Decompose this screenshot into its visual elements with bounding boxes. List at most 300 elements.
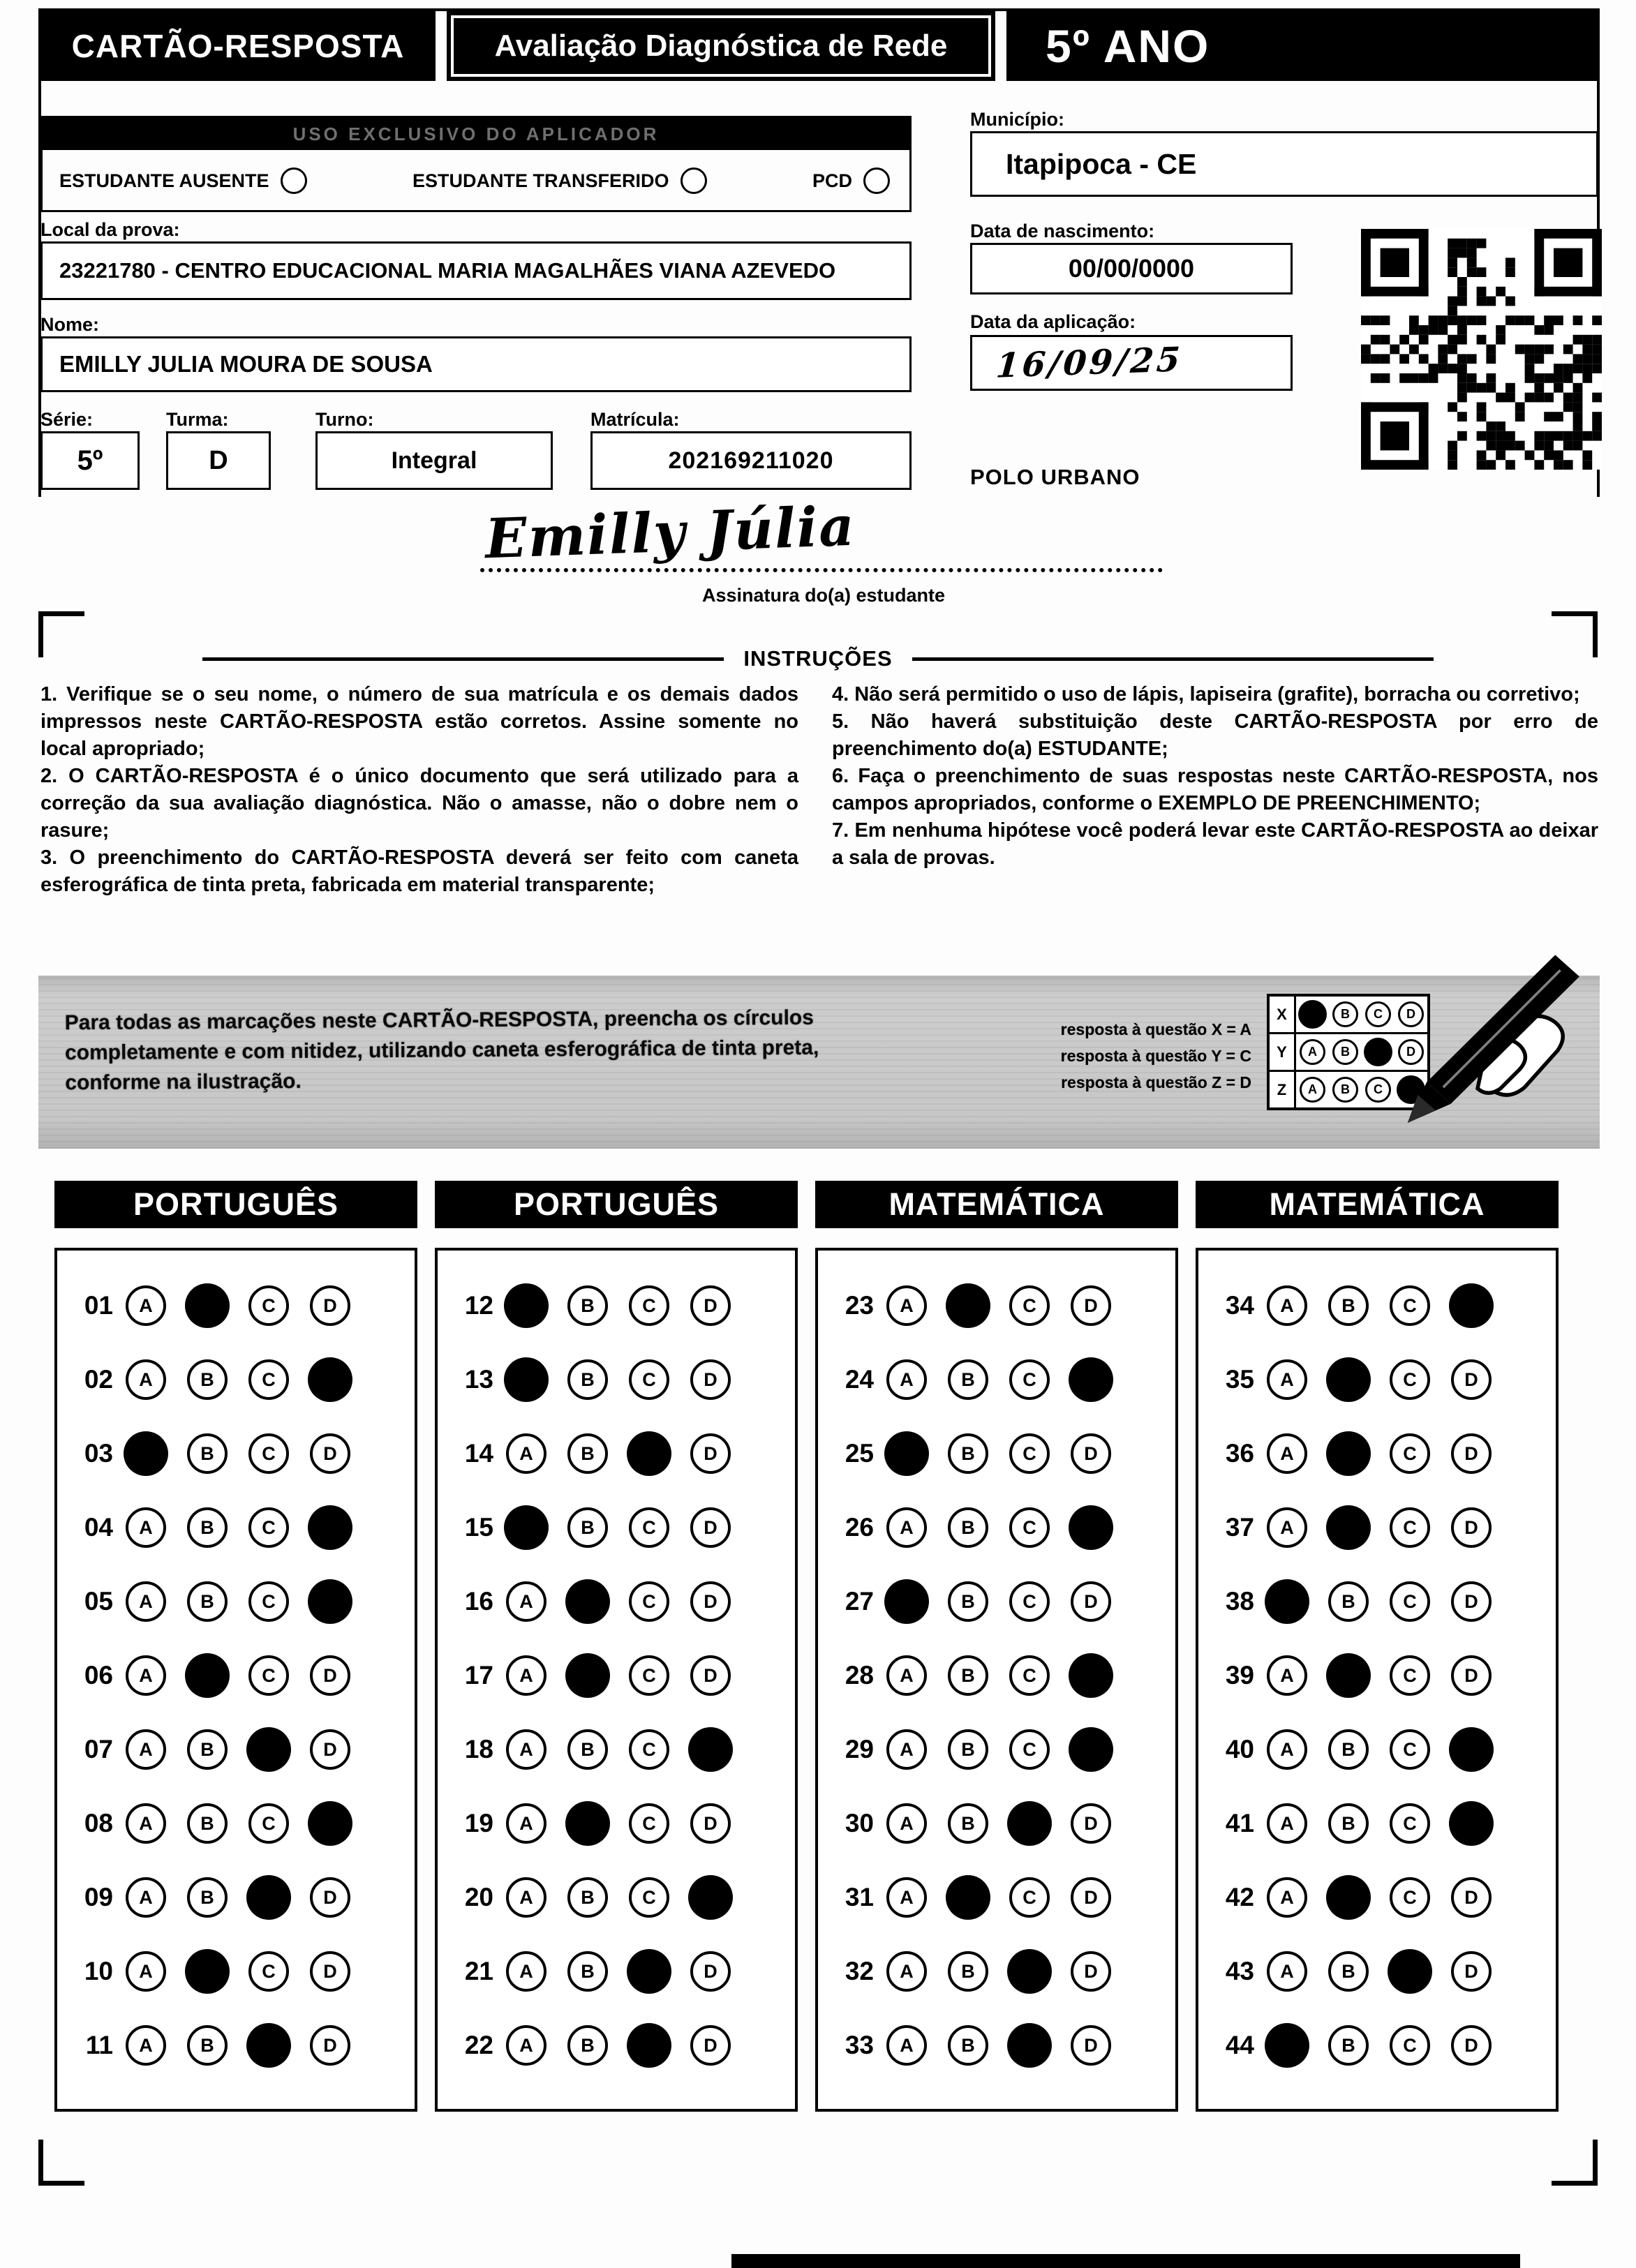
answer-bubble-b[interactable]: B bbox=[187, 1433, 228, 1474]
answer-bubble-a[interactable]: A bbox=[506, 1433, 546, 1474]
answer-bubble-b[interactable] bbox=[1328, 1507, 1369, 1548]
answer-bubble-b[interactable] bbox=[187, 1951, 228, 1992]
answer-bubble-b[interactable] bbox=[187, 1655, 228, 1696]
answer-bubble-c[interactable] bbox=[1009, 1803, 1050, 1844]
applicator-checkbox-item bbox=[59, 167, 307, 194]
answer-bubble-c[interactable]: C bbox=[248, 1655, 289, 1696]
answer-bubble-b[interactable]: B bbox=[187, 2025, 228, 2066]
answer-column-box bbox=[815, 1248, 1178, 2112]
answer-bubble-b[interactable]: B bbox=[948, 1729, 988, 1770]
applicator-bar-label: USO EXCLUSIVO DO APLICADOR bbox=[43, 118, 909, 150]
question-row bbox=[1210, 1639, 1556, 1713]
answer-bubble-a[interactable] bbox=[506, 1285, 546, 1326]
question-number: 21 bbox=[464, 1957, 493, 1985]
question-row bbox=[68, 1934, 415, 2008]
answer-bubble-c[interactable]: C bbox=[629, 1729, 669, 1770]
question-number: 31 bbox=[845, 1883, 874, 1911]
answer-bubble-d[interactable]: D bbox=[1451, 2025, 1492, 2066]
answer-bubble-c[interactable]: C bbox=[248, 1433, 289, 1474]
answer-bubble-b[interactable]: B bbox=[187, 1359, 228, 1400]
answer-bubble-b[interactable]: B bbox=[187, 1877, 228, 1918]
answer-bubble-b[interactable] bbox=[567, 1803, 608, 1844]
question-number: 28 bbox=[845, 1661, 874, 1689]
answer-bubble-d[interactable]: D bbox=[1071, 1951, 1111, 1992]
applicator-box bbox=[40, 116, 912, 212]
answer-bubble-d[interactable]: D bbox=[1451, 1359, 1492, 1400]
municipio-label: Município: bbox=[970, 109, 1064, 130]
question-number: 05 bbox=[84, 1587, 113, 1616]
question-row bbox=[829, 1343, 1175, 1417]
question-row bbox=[449, 1565, 795, 1639]
answer-bubble-a[interactable]: A bbox=[126, 1359, 166, 1400]
instruction-item: 4. Não será permitido o uso de lápis, lapiseira (grafite), borracha ou corretivo; bbox=[832, 683, 1580, 706]
answer-bubble-c[interactable]: C bbox=[1390, 1581, 1430, 1622]
answer-bubble-b[interactable]: B bbox=[948, 1507, 988, 1548]
answer-bubble-a[interactable] bbox=[506, 1507, 546, 1548]
nome-field: EMILLY JULIA MOURA DE SOUSA bbox=[40, 336, 912, 392]
answer-bubble-a[interactable]: A bbox=[886, 2025, 927, 2066]
answer-bubble-d[interactable]: D bbox=[1451, 1433, 1492, 1474]
question-number: 18 bbox=[464, 1735, 493, 1763]
answer-bubble-c[interactable]: C bbox=[1009, 1359, 1050, 1400]
answer-bubble-b[interactable]: B bbox=[187, 1803, 228, 1844]
answer-bubble-d[interactable]: D bbox=[1071, 1803, 1111, 1844]
answer-bubble-d[interactable]: D bbox=[1451, 1877, 1492, 1918]
answer-bubble-b[interactable] bbox=[948, 1877, 988, 1918]
answer-bubble-c[interactable]: C bbox=[1009, 1433, 1050, 1474]
answer-bubble-d[interactable] bbox=[690, 1729, 731, 1770]
answer-bubble-d[interactable]: D bbox=[310, 1285, 350, 1326]
example-bubble-a: A bbox=[1300, 1077, 1325, 1103]
answer-bubble-b[interactable]: B bbox=[567, 2025, 608, 2066]
answer-bubble-d[interactable]: D bbox=[1451, 1951, 1492, 1992]
checkbox-circle[interactable] bbox=[863, 167, 890, 194]
answer-bubble-c[interactable]: C bbox=[1390, 1655, 1430, 1696]
question-row bbox=[449, 1934, 795, 2008]
question-number: 29 bbox=[845, 1735, 874, 1763]
question-row bbox=[829, 1639, 1175, 1713]
answer-bubble-c[interactable]: C bbox=[629, 1877, 669, 1918]
answer-bubble-d[interactable]: D bbox=[690, 1285, 731, 1326]
answer-column-title: MATEMÁTICA bbox=[1196, 1181, 1559, 1228]
answer-bubble-c[interactable]: C bbox=[1390, 2025, 1430, 2066]
answer-bubble-a[interactable]: A bbox=[506, 1803, 546, 1844]
question-number: 38 bbox=[1225, 1587, 1254, 1616]
answer-bubble-b[interactable] bbox=[948, 1285, 988, 1326]
answer-bubble-c[interactable] bbox=[629, 2025, 669, 2066]
question-number: 40 bbox=[1225, 1735, 1254, 1763]
answer-bubble-a[interactable] bbox=[126, 1433, 166, 1474]
question-number: 34 bbox=[1225, 1291, 1254, 1320]
answer-bubble-d[interactable]: D bbox=[690, 2025, 731, 2066]
question-number: 39 bbox=[1225, 1661, 1254, 1689]
answer-bubble-c[interactable]: C bbox=[629, 1655, 669, 1696]
answer-bubble-a[interactable] bbox=[1267, 2025, 1307, 2066]
answer-bubble-a[interactable]: A bbox=[126, 1803, 166, 1844]
checkbox-label: PCD bbox=[812, 170, 852, 191]
municipio-field: Itapipoca - CE bbox=[970, 131, 1598, 197]
answer-column-title: PORTUGUÊS bbox=[54, 1181, 417, 1228]
example-bubble-b: B bbox=[1332, 1077, 1358, 1103]
answer-bubble-a[interactable]: A bbox=[886, 1507, 927, 1548]
answer-bubble-c[interactable]: C bbox=[1390, 1359, 1430, 1400]
answer-bubble-c[interactable]: C bbox=[629, 1581, 669, 1622]
aplicacao-label: Data da aplicação: bbox=[970, 311, 1136, 332]
instructions-heading bbox=[202, 646, 1434, 671]
question-number: 06 bbox=[84, 1661, 113, 1689]
answer-bubble-c[interactable] bbox=[248, 2025, 289, 2066]
answer-column-title: MATEMÁTICA bbox=[815, 1181, 1178, 1228]
serie-label: Série: bbox=[40, 409, 94, 430]
answer-bubble-d[interactable] bbox=[1451, 1285, 1492, 1326]
nascimento-field: 00/00/0000 bbox=[970, 243, 1293, 294]
answer-bubble-d[interactable]: D bbox=[1451, 1581, 1492, 1622]
answer-bubble-b[interactable] bbox=[567, 1581, 608, 1622]
answer-bubble-a[interactable] bbox=[506, 1359, 546, 1400]
answer-bubble-d[interactable]: D bbox=[310, 1877, 350, 1918]
checkbox-circle[interactable] bbox=[681, 167, 707, 194]
answer-bubble-d[interactable] bbox=[310, 1581, 350, 1622]
checkbox-label: ESTUDANTE TRANSFERIDO bbox=[412, 170, 669, 191]
question-number: 12 bbox=[464, 1291, 493, 1320]
answer-bubble-c[interactable] bbox=[248, 1729, 289, 1770]
answer-bubble-b[interactable]: B bbox=[187, 1581, 228, 1622]
answer-bubble-b[interactable]: B bbox=[1328, 1803, 1369, 1844]
answer-bubble-b[interactable]: B bbox=[948, 1433, 988, 1474]
answer-bubble-b[interactable]: B bbox=[187, 1507, 228, 1548]
answer-bubble-d[interactable] bbox=[1071, 1359, 1111, 1400]
question-number: 15 bbox=[464, 1513, 493, 1542]
question-number: 23 bbox=[845, 1291, 874, 1320]
answer-bubble-c[interactable]: C bbox=[248, 1803, 289, 1844]
answer-bubble-a[interactable]: A bbox=[1267, 1877, 1307, 1918]
answer-bubble-a[interactable]: A bbox=[506, 1729, 546, 1770]
answer-bubble-c[interactable]: C bbox=[1390, 1803, 1430, 1844]
answer-bubble-a[interactable]: A bbox=[886, 1951, 927, 1992]
answer-bubble-b[interactable]: B bbox=[1328, 2025, 1369, 2066]
answer-bubble-b[interactable]: B bbox=[1328, 1285, 1369, 1326]
answer-column-4 bbox=[1196, 1181, 1559, 2112]
answer-bubble-c[interactable]: C bbox=[629, 1507, 669, 1548]
answer-bubble-a[interactable]: A bbox=[886, 1359, 927, 1400]
question-row bbox=[449, 1860, 795, 1934]
answer-bubble-b[interactable]: B bbox=[567, 1507, 608, 1548]
answer-bubble-c[interactable]: C bbox=[629, 1359, 669, 1400]
instruction-item: 5. Não haverá substituição deste CARTÃO-RESPOSTA por erro de preenchimento do(a) ESTUDANTE; bbox=[832, 710, 1598, 760]
answer-bubble-d[interactable]: D bbox=[690, 1581, 731, 1622]
turma-label: Turma: bbox=[166, 409, 229, 430]
answer-bubble-a[interactable]: A bbox=[126, 2025, 166, 2066]
answer-bubble-c[interactable]: C bbox=[1009, 1581, 1050, 1622]
checkbox-circle[interactable] bbox=[281, 167, 307, 194]
answer-bubble-d[interactable]: D bbox=[1071, 1433, 1111, 1474]
answer-bubble-a[interactable]: A bbox=[126, 1581, 166, 1622]
answer-bubble-d[interactable]: D bbox=[1071, 1877, 1111, 1918]
answer-bubble-b[interactable]: B bbox=[567, 1285, 608, 1326]
answer-bubble-d[interactable]: D bbox=[310, 1433, 350, 1474]
answer-bubble-b[interactable] bbox=[187, 1285, 228, 1326]
local-label: Local da prova: bbox=[40, 219, 180, 240]
question-row bbox=[449, 1639, 795, 1713]
checkbox-label: ESTUDANTE AUSENTE bbox=[59, 170, 269, 191]
question-row bbox=[68, 2008, 415, 2082]
answer-bubble-c[interactable] bbox=[629, 1951, 669, 1992]
question-row bbox=[829, 1934, 1175, 2008]
answer-bubble-c[interactable]: C bbox=[1009, 1507, 1050, 1548]
signature-dotted-line bbox=[480, 535, 1163, 572]
answer-bubble-c[interactable]: C bbox=[248, 1359, 289, 1400]
answer-bubble-d[interactable]: D bbox=[690, 1507, 731, 1548]
answer-bubble-a[interactable]: A bbox=[886, 1655, 927, 1696]
question-row bbox=[1210, 1565, 1556, 1639]
answer-grid-section bbox=[54, 1181, 1582, 2112]
polo-label: POLO URBANO bbox=[970, 465, 1140, 489]
answer-bubble-d[interactable]: D bbox=[310, 1655, 350, 1696]
question-row bbox=[829, 1860, 1175, 1934]
question-row bbox=[829, 1565, 1175, 1639]
answer-bubble-d[interactable] bbox=[1071, 1655, 1111, 1696]
answer-bubble-c[interactable]: C bbox=[248, 1507, 289, 1548]
answer-bubble-d[interactable] bbox=[1451, 1729, 1492, 1770]
answer-bubble-b[interactable]: B bbox=[948, 2025, 988, 2066]
answer-bubble-d[interactable] bbox=[1071, 1507, 1111, 1548]
question-number: 14 bbox=[464, 1439, 493, 1468]
question-number: 07 bbox=[84, 1735, 113, 1763]
answer-bubble-b[interactable] bbox=[1328, 1433, 1369, 1474]
answer-bubble-c[interactable] bbox=[1009, 1951, 1050, 1992]
answer-bubble-b[interactable]: B bbox=[1328, 1729, 1369, 1770]
question-row bbox=[1210, 1269, 1556, 1343]
instruction-item: 2. O CARTÃO-RESPOSTA é o único documento que será utilizado para a correção da sua avaliação diagnóstica. Não o amasse, não o dobre nem o rasure; bbox=[40, 765, 798, 842]
answer-bubble-d[interactable]: D bbox=[310, 2025, 350, 2066]
question-number: 22 bbox=[464, 2031, 493, 2059]
answer-bubble-b[interactable]: B bbox=[567, 1433, 608, 1474]
question-number: 17 bbox=[464, 1661, 493, 1689]
question-number: 11 bbox=[85, 2031, 113, 2059]
answer-bubble-b[interactable]: B bbox=[948, 1359, 988, 1400]
serie-field: 5º bbox=[40, 431, 140, 490]
answer-bubble-b[interactable]: B bbox=[1328, 1581, 1369, 1622]
answer-bubble-a[interactable]: A bbox=[506, 1951, 546, 1992]
marking-legend-line: resposta à questão X = A bbox=[1060, 1020, 1251, 1038]
turno-label: Turno: bbox=[315, 409, 374, 430]
answer-bubble-d[interactable]: D bbox=[1071, 1285, 1111, 1326]
answer-bubble-d[interactable]: D bbox=[690, 1803, 731, 1844]
instructions-title: INSTRUÇÕES bbox=[743, 646, 893, 671]
answer-bubble-a[interactable]: A bbox=[886, 1285, 927, 1326]
question-row bbox=[829, 1713, 1175, 1786]
applicator-checkbox-item bbox=[812, 167, 890, 194]
question-number: 35 bbox=[1225, 1365, 1254, 1394]
question-number: 27 bbox=[845, 1587, 874, 1616]
answer-bubble-b[interactable]: B bbox=[948, 1951, 988, 1992]
question-row bbox=[829, 1491, 1175, 1565]
example-bubble-a bbox=[1300, 1001, 1325, 1027]
answer-bubble-b[interactable] bbox=[567, 1655, 608, 1696]
answer-bubble-a[interactable] bbox=[1267, 1581, 1307, 1622]
answer-bubble-d[interactable]: D bbox=[690, 1655, 731, 1696]
answer-bubble-b[interactable]: B bbox=[948, 1803, 988, 1844]
question-number: 25 bbox=[845, 1439, 874, 1468]
answer-bubble-d[interactable]: D bbox=[1451, 1655, 1492, 1696]
answer-bubble-a[interactable] bbox=[886, 1581, 927, 1622]
answer-bubble-d[interactable]: D bbox=[690, 1951, 731, 1992]
answer-bubble-a[interactable]: A bbox=[1267, 1803, 1307, 1844]
answer-bubble-d[interactable] bbox=[690, 1877, 731, 1918]
answer-bubble-b[interactable]: B bbox=[948, 1655, 988, 1696]
registration-mark-bottom-left bbox=[38, 2140, 84, 2186]
question-row bbox=[1210, 1417, 1556, 1491]
answer-bubble-b[interactable]: B bbox=[567, 1951, 608, 1992]
answer-bubble-a[interactable]: A bbox=[126, 1877, 166, 1918]
answer-bubble-a[interactable]: A bbox=[1267, 1285, 1307, 1326]
answer-bubble-c[interactable]: C bbox=[629, 1803, 669, 1844]
nascimento-label: Data de nascimento: bbox=[970, 221, 1155, 241]
question-row bbox=[1210, 1934, 1556, 2008]
example-bubble-c: C bbox=[1365, 1077, 1391, 1103]
applicator-checkbox-item bbox=[412, 167, 707, 194]
answer-bubble-b[interactable]: B bbox=[948, 1581, 988, 1622]
question-number: 24 bbox=[845, 1365, 874, 1394]
question-number: 04 bbox=[84, 1513, 113, 1542]
question-row bbox=[449, 1417, 795, 1491]
answer-bubble-d[interactable]: D bbox=[1451, 1507, 1492, 1548]
question-row bbox=[68, 1343, 415, 1417]
question-number: 26 bbox=[845, 1513, 874, 1542]
answer-bubble-a[interactable]: A bbox=[506, 1581, 546, 1622]
answer-bubble-c[interactable]: C bbox=[1009, 1285, 1050, 1326]
answer-bubble-d[interactable]: D bbox=[310, 1729, 350, 1770]
answer-bubble-a[interactable]: A bbox=[126, 1729, 166, 1770]
instruction-item: 3. O preenchimento do CARTÃO-RESPOSTA deverá ser feito com caneta esferográfica de tinta preta, fabricada em material transparente; bbox=[40, 846, 798, 896]
answer-bubble-c[interactable]: C bbox=[629, 1285, 669, 1326]
example-bubble-a: A bbox=[1300, 1039, 1325, 1065]
answer-bubble-a[interactable] bbox=[886, 1433, 927, 1474]
answer-bubble-c[interactable] bbox=[629, 1433, 669, 1474]
answer-bubble-d[interactable]: D bbox=[1071, 2025, 1111, 2066]
answer-bubble-b[interactable]: B bbox=[1328, 1951, 1369, 1992]
question-row bbox=[449, 1491, 795, 1565]
answer-bubble-c[interactable] bbox=[248, 1877, 289, 1918]
answer-bubble-a[interactable]: A bbox=[1267, 1655, 1307, 1696]
answer-column-title: PORTUGUÊS bbox=[435, 1181, 798, 1228]
answer-bubble-a[interactable]: A bbox=[1267, 1507, 1307, 1548]
answer-bubble-d[interactable] bbox=[310, 1359, 350, 1400]
marking-instruction-text: Para todas as marcações neste CARTÃO-RESPOSTA, preencha os círculos completamente e com nitidez, utilizando caneta esferográfica de tinta preta, conforme na ilustração. bbox=[64, 1006, 819, 1095]
question-number: 20 bbox=[464, 1883, 493, 1911]
answer-bubble-a[interactable]: A bbox=[126, 1951, 166, 1992]
pen-hand-illustration bbox=[1369, 952, 1586, 1144]
question-row bbox=[68, 1860, 415, 1934]
answer-bubble-a[interactable]: A bbox=[886, 1877, 927, 1918]
example-row-label: X bbox=[1270, 997, 1296, 1032]
answer-bubble-c[interactable]: C bbox=[1009, 1729, 1050, 1770]
answer-bubble-b[interactable] bbox=[1328, 1877, 1369, 1918]
answer-bubble-c[interactable]: C bbox=[1390, 1729, 1430, 1770]
question-number: 02 bbox=[84, 1365, 113, 1394]
example-bubble-b: B bbox=[1332, 1001, 1358, 1027]
question-row bbox=[1210, 1343, 1556, 1417]
answer-bubble-c[interactable]: C bbox=[1390, 1285, 1430, 1326]
answer-column-box bbox=[1196, 1248, 1559, 2112]
question-number: 09 bbox=[84, 1883, 113, 1911]
turma-field: D bbox=[166, 431, 271, 490]
heading-rule-left bbox=[202, 657, 724, 661]
applicator-checkbox-row bbox=[43, 150, 909, 211]
answer-bubble-a[interactable]: A bbox=[1267, 1359, 1307, 1400]
answer-bubble-b[interactable]: B bbox=[567, 1359, 608, 1400]
answer-bubble-a[interactable]: A bbox=[506, 2025, 546, 2066]
question-row bbox=[1210, 1786, 1556, 1860]
bottom-registration-bar bbox=[731, 2254, 1520, 2268]
answer-bubble-c[interactable]: C bbox=[1390, 1433, 1430, 1474]
instruction-item: 7. Em nenhuma hipótese você poderá levar este CARTÃO-RESPOSTA ao deixar a sala de provas. bbox=[832, 819, 1598, 869]
answer-bubble-a[interactable]: A bbox=[1267, 1951, 1307, 1992]
answer-bubble-a[interactable]: A bbox=[126, 1285, 166, 1326]
question-row bbox=[829, 1269, 1175, 1343]
answer-bubble-d[interactable] bbox=[310, 1803, 350, 1844]
answer-bubble-a[interactable]: A bbox=[126, 1507, 166, 1548]
card-title: CARTÃO-RESPOSTA bbox=[40, 11, 436, 81]
question-number: 16 bbox=[464, 1587, 493, 1616]
registration-mark-top-left bbox=[38, 611, 84, 657]
answer-bubble-c[interactable]: C bbox=[248, 1951, 289, 1992]
answer-bubble-b[interactable]: B bbox=[567, 1877, 608, 1918]
example-bubble-d: D bbox=[1398, 1039, 1424, 1065]
aplicacao-handwritten-date: 16/09/25 bbox=[995, 340, 1184, 386]
answer-bubble-d[interactable]: D bbox=[1071, 1581, 1111, 1622]
answer-bubble-b[interactable]: B bbox=[187, 1729, 228, 1770]
answer-bubble-d[interactable] bbox=[310, 1507, 350, 1548]
turno-field: Integral bbox=[315, 431, 553, 490]
answer-bubble-a[interactable]: A bbox=[1267, 1433, 1307, 1474]
answer-bubble-d[interactable] bbox=[1451, 1803, 1492, 1844]
question-row bbox=[449, 1786, 795, 1860]
question-number: 44 bbox=[1225, 2031, 1254, 2059]
question-row bbox=[68, 1786, 415, 1860]
answer-bubble-b[interactable]: B bbox=[567, 1729, 608, 1770]
answer-bubble-d[interactable]: D bbox=[690, 1359, 731, 1400]
exam-title-text: Avaliação Diagnóstica de Rede bbox=[494, 29, 948, 63]
answer-bubble-d[interactable] bbox=[1071, 1729, 1111, 1770]
question-number: 19 bbox=[464, 1809, 493, 1837]
question-row bbox=[829, 1786, 1175, 1860]
answer-bubble-b[interactable] bbox=[1328, 1655, 1369, 1696]
example-row-label: Y bbox=[1270, 1034, 1296, 1070]
answer-bubble-c[interactable]: C bbox=[1390, 1877, 1430, 1918]
answer-bubble-c[interactable]: C bbox=[248, 1285, 289, 1326]
answer-bubble-d[interactable]: D bbox=[690, 1433, 731, 1474]
answer-bubble-a[interactable]: A bbox=[126, 1655, 166, 1696]
answer-bubble-a[interactable]: A bbox=[506, 1877, 546, 1918]
local-field: 23221780 - CENTRO EDUCACIONAL MARIA MAGALHÃES VIANA AZEVEDO bbox=[40, 241, 912, 300]
answer-bubble-c[interactable]: C bbox=[1009, 1877, 1050, 1918]
answer-bubble-c[interactable]: C bbox=[248, 1581, 289, 1622]
answer-bubble-c[interactable]: C bbox=[1390, 1507, 1430, 1548]
answer-bubble-a[interactable]: A bbox=[886, 1803, 927, 1844]
answer-bubble-c[interactable]: C bbox=[1009, 1655, 1050, 1696]
answer-bubble-a[interactable]: A bbox=[1267, 1729, 1307, 1770]
question-row bbox=[829, 1417, 1175, 1491]
instruction-item: 1. Verifique se o seu nome, o número de sua matrícula e os demais dados impressos neste CARTÃO-RESPOSTA estão corretos. Assine somente no local apropriado; bbox=[40, 683, 798, 760]
answer-bubble-b[interactable] bbox=[1328, 1359, 1369, 1400]
answer-bubble-a[interactable]: A bbox=[886, 1729, 927, 1770]
answer-bubble-a[interactable]: A bbox=[506, 1655, 546, 1696]
question-row bbox=[1210, 2008, 1556, 2082]
answer-bubble-c[interactable] bbox=[1390, 1951, 1430, 1992]
answer-bubble-c[interactable] bbox=[1009, 2025, 1050, 2066]
answer-bubble-d[interactable]: D bbox=[310, 1951, 350, 1992]
